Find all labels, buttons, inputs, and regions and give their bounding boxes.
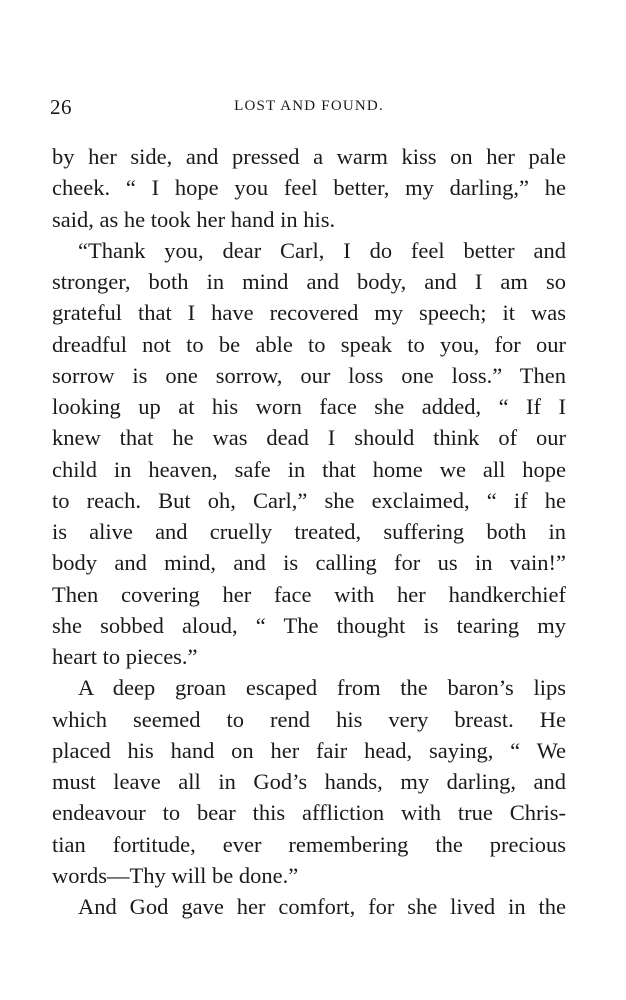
text-line: sorrow is one sorrow, our loss one loss.” Then <box>52 362 566 388</box>
text-line: looking up at his worn face she added, “ If I <box>52 394 566 419</box>
text-line: heart to pieces.” <box>52 644 198 669</box>
text-line: child in heaven, safe in that home we all hope <box>52 456 566 482</box>
text-line: stronger, both in mind and body, and I am so <box>52 269 566 294</box>
running-head <box>50 95 568 119</box>
text-line: which seemed to rend his very breast. He <box>52 706 566 732</box>
text-line: must leave all in God’s hands, my darling, and <box>52 769 566 794</box>
text-line: knew that he was dead I should think of our <box>52 425 566 451</box>
text-line: cheek. “ I hope you feel better, my darling,” he <box>52 175 566 201</box>
text-line: is alive and cruelly treated, suffering both in <box>52 519 566 544</box>
text-line: she sobbed aloud, “ The thought is tearing my <box>52 612 566 638</box>
text-line: by her side, and pressed a warm kiss on her pale <box>52 144 566 169</box>
text-line: A deep groan escaped from the baron’s lips <box>78 675 566 701</box>
text-line: dreadful not to be able to speak to you, for our <box>52 331 566 357</box>
text-line: And God gave her comfort, for she lived in the <box>78 894 566 919</box>
running-title: LOST AND FOUND. <box>234 98 384 114</box>
text-line: grateful that I have recovered my speech; it was <box>52 300 566 326</box>
text-line: placed his hand on her fair head, saying, “ We <box>52 737 566 763</box>
text-line: tian fortitude, ever remembering the precious <box>52 831 566 857</box>
text-line: Then covering her face with her handkerchief <box>52 581 566 607</box>
text-line: endeavour to bear this affliction with true Chris- <box>52 800 566 826</box>
text-line: “Thank you, dear Carl, I do feel better and <box>78 237 566 263</box>
body-text <box>52 141 566 922</box>
text-line: said, as he took her hand in his. <box>52 206 336 232</box>
text-line: words—Thy will be done.” <box>52 862 299 888</box>
text-line: to reach. But oh, Carl,” she exclaimed, “ if he <box>52 487 566 513</box>
text-line: body and mind, and is calling for us in vain!” <box>52 550 566 576</box>
page-number: 26 <box>50 95 72 119</box>
